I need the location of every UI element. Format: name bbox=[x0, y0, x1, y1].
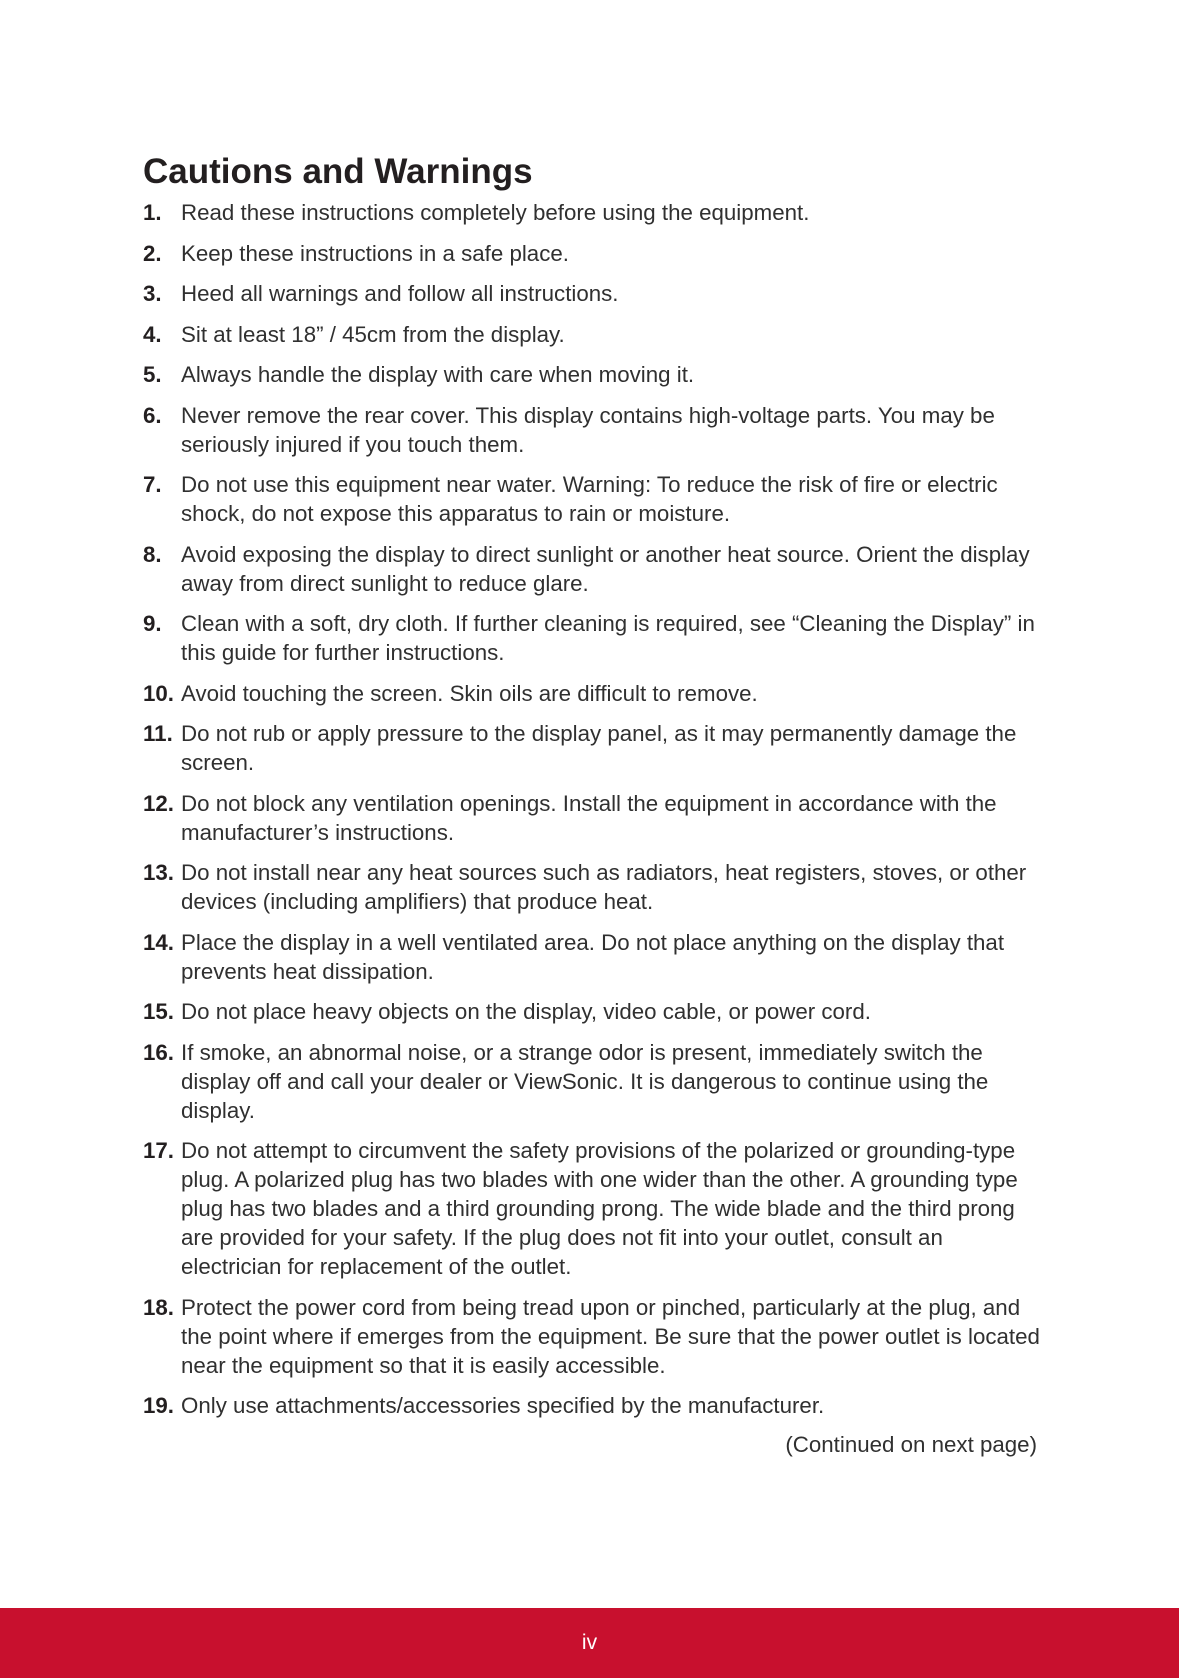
item-number: 7. bbox=[143, 472, 162, 497]
list-item bbox=[143, 858, 1043, 916]
item-number: 8. bbox=[143, 541, 162, 567]
list-item bbox=[143, 789, 1043, 847]
item-number: 11. bbox=[143, 721, 173, 746]
list-item bbox=[143, 1136, 1043, 1281]
item-text: If smoke, an abnormal noise, or a strange odor is present, immediately switch the display off and call your dealer or ViewSonic. It is dangerous to continue using the display. bbox=[181, 1039, 989, 1123]
warnings-list bbox=[143, 198, 1043, 1420]
continued-note: (Continued on next page) bbox=[785, 1431, 1037, 1457]
item-number: 5. bbox=[143, 362, 162, 387]
item-text: Do not place heavy objects on the display, video cable, or power cord. bbox=[181, 999, 871, 1024]
list-item bbox=[143, 279, 1043, 308]
list-item bbox=[143, 401, 1043, 459]
item-text: Only use attachments/accessories specified by the manufacturer. bbox=[181, 1393, 825, 1418]
item-text: Avoid exposing the display to direct sunlight or another heat source. Orient the display away from direct sunlight to reduce glare. bbox=[181, 541, 1030, 596]
item-text: Do not attempt to circumvent the safety provisions of the polarized or grounding-type plug. A polarized plug has two blades with one wider than the other. A grounding type plug has two blades and a third grounding prong. The wide blade and the third prong are provided for your safety. If the plug does not fit into your outlet, consult an electrician for replacement of the outlet. bbox=[181, 1138, 1018, 1279]
item-text: Clean with a soft, dry cloth. If further cleaning is required, see “Cleaning the Display” in this guide for further instructions. bbox=[181, 611, 1035, 665]
item-number: 9. bbox=[143, 611, 162, 636]
item-text: Place the display in a well ventilated area. Do not place anything on the display that prevents heat dissipation. bbox=[181, 929, 1005, 984]
list-item bbox=[143, 320, 1043, 349]
item-text: Never remove the rear cover. This display contains high-voltage parts. You may be seriously injured if you touch them. bbox=[181, 402, 995, 457]
item-number: 17. bbox=[143, 1138, 174, 1163]
item-text: Avoid touching the screen. Skin oils are difficult to remove. bbox=[181, 680, 758, 706]
list-item bbox=[143, 997, 1043, 1026]
item-text: Read these instructions completely before using the equipment. bbox=[181, 200, 810, 225]
item-number: 15. bbox=[143, 999, 174, 1024]
item-text: Sit at least 18” / 45cm from the display. bbox=[181, 321, 565, 347]
item-text: Heed all warnings and follow all instructions. bbox=[181, 281, 619, 306]
list-item bbox=[143, 470, 1043, 528]
item-number: 18. bbox=[143, 1294, 174, 1320]
item-number: 3. bbox=[143, 281, 162, 306]
list-item bbox=[143, 360, 1043, 389]
item-number: 13. bbox=[143, 860, 174, 885]
item-number: 6. bbox=[143, 402, 162, 428]
item-text: Do not install near any heat sources such as radiators, heat registers, stoves, or other devices (including amplifiers) that produce heat. bbox=[181, 860, 1027, 914]
page-number: iv bbox=[581, 1631, 598, 1654]
item-text: Do not block any ventilation openings. Install the equipment in accordance with the manufacturer’s instructions. bbox=[181, 790, 997, 845]
item-text: Keep these instructions in a safe place. bbox=[181, 240, 569, 266]
list-item bbox=[143, 928, 1043, 986]
main-content bbox=[143, 150, 1043, 1459]
list-item bbox=[143, 1391, 1043, 1420]
list-item bbox=[143, 540, 1043, 598]
item-number: 19. bbox=[143, 1393, 174, 1418]
item-text: Protect the power cord from being tread upon or pinched, particularly at the plug, and the point where if emerges from the equipment. Be sure that the power outlet is located near the equipment so that it is easily accessible. bbox=[181, 1294, 1040, 1378]
list-item bbox=[143, 1293, 1043, 1380]
item-number: 10. bbox=[143, 680, 174, 706]
list-item bbox=[143, 1038, 1043, 1125]
list-item bbox=[143, 198, 1043, 227]
item-text: Always handle the display with care when moving it. bbox=[181, 362, 695, 387]
list-item bbox=[143, 679, 1043, 708]
item-text: Do not use this equipment near water. Warning: To reduce the risk of fire or electric shock, do not expose this apparatus to rain or moisture. bbox=[181, 472, 998, 526]
item-text: Do not rub or apply pressure to the display panel, as it may permanently damage the screen. bbox=[181, 721, 1017, 775]
item-number: 14. bbox=[143, 929, 174, 955]
item-number: 2. bbox=[143, 240, 162, 266]
footer-bar bbox=[0, 1608, 1179, 1678]
item-number: 1. bbox=[143, 200, 162, 225]
item-number: 4. bbox=[143, 321, 162, 347]
list-item bbox=[143, 609, 1043, 667]
list-item bbox=[143, 239, 1043, 268]
page-title: Cautions and Warnings bbox=[143, 152, 533, 191]
item-number: 16. bbox=[143, 1039, 174, 1065]
item-number: 12. bbox=[143, 790, 174, 816]
list-item bbox=[143, 719, 1043, 777]
